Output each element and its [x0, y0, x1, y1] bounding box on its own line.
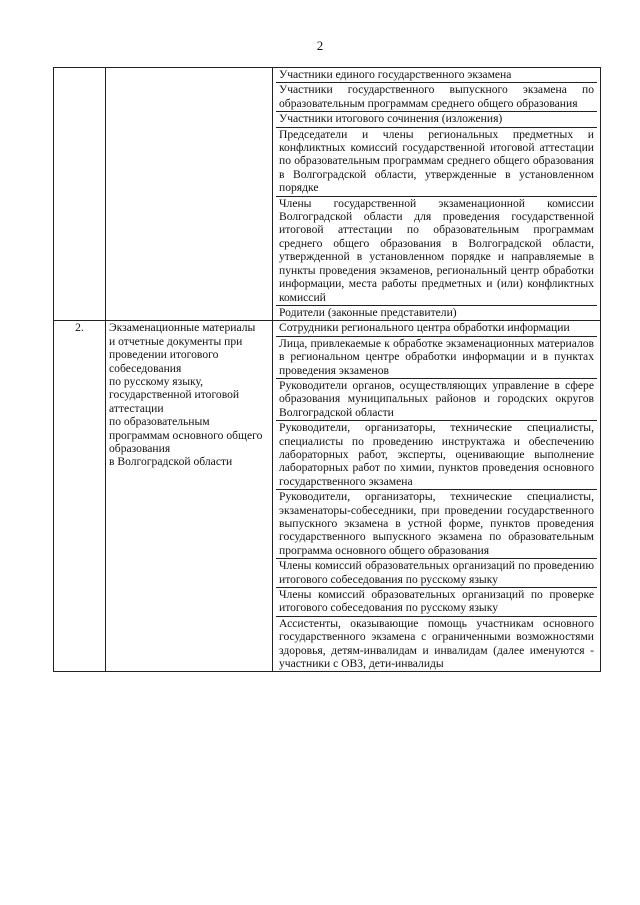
person-category: Руководители органов, осуществляющих управление в сфере образования муниципальных районов и городских округов Волгоградской области	[276, 379, 597, 421]
materials-text: и отчетные документы при проведении итогового собеседования	[109, 334, 243, 375]
materials-text: по русскому языку, государственной итоговой аттестации	[109, 374, 240, 415]
person-category: Лица, привлекаемые к обработке экзаменационных материалов в региональном центре обработки информации и в пунктах проведения экзаменов	[276, 337, 597, 379]
person-category: Участники единого государственного экзамена	[276, 68, 597, 83]
materials-cell	[106, 321, 273, 672]
row-number: 2.	[54, 321, 106, 672]
person-category: Ассистенты, оказывающие помощь участникам основного государственного экзамена с ограниченными возможностями здоровья, детям-инвалидам и инвалидам (далее именуются - участники с ОВЗ, дети-инвалиды	[279, 616, 594, 671]
materials-text: в Волгоградской области	[109, 455, 233, 469]
persons-cell	[273, 321, 601, 672]
row-number	[54, 68, 106, 321]
materials-text: по образовательным программам основного общего образования	[109, 415, 263, 455]
person-category: Родители (законные представители)	[279, 305, 457, 319]
person-category: Участники итогового сочинения (изложения)	[276, 112, 597, 127]
person-category: Участники государственного выпускного экзамена по образовательным программам среднего общего образования	[276, 83, 597, 112]
materials-text: Экзаменационные материалы	[109, 321, 256, 335]
access-table	[53, 67, 601, 672]
persons-cell	[273, 68, 601, 321]
person-category: Члены комиссий образовательных организаций по проверке итогового собеседования по русскому языку	[276, 588, 597, 617]
table-row	[54, 321, 601, 672]
person-category: Руководители, организаторы, технические специалисты, экзаменаторы-собеседники, при проведении государственного выпускного экзамена в устной форме, пунктов проведения государственного выпускного экзамена по образовательным программа основного общего образования	[276, 490, 597, 559]
person-category: Председатели и члены региональных предметных и конфликтных комиссий государственной итоговой аттестации по образовательным программам среднего общего образования в Волгоградской области, утвержденные в установленном порядке	[276, 128, 597, 197]
person-category: Члены государственной экзаменационной комиссии Волгоградской области для проведения государственной итоговой аттестации по образовательным программам среднего общего образования в Волгоградской области, утвержденной в установленном порядке и направляемые в пункты проведения экзаменов, региональный центр обработки информации, места работы предметных и (или) конфликтных комиссий	[276, 197, 597, 306]
person-category: Члены комиссий образовательных организаций по проведению итогового собеседования по русскому языку	[276, 559, 597, 588]
page-number: 2	[316, 38, 324, 53]
person-category: Сотрудники регионального центра обработки информации	[276, 321, 597, 336]
table-row	[54, 68, 601, 321]
person-category: Руководители, организаторы, технические специалисты, специалисты по проведению инструктажа и обеспечению лабораторных работ, эксперты, оценивающие выполнение лабораторных работ по химии, пунктов проведения основного государственного экзамена	[276, 421, 597, 490]
materials-cell	[106, 68, 273, 321]
